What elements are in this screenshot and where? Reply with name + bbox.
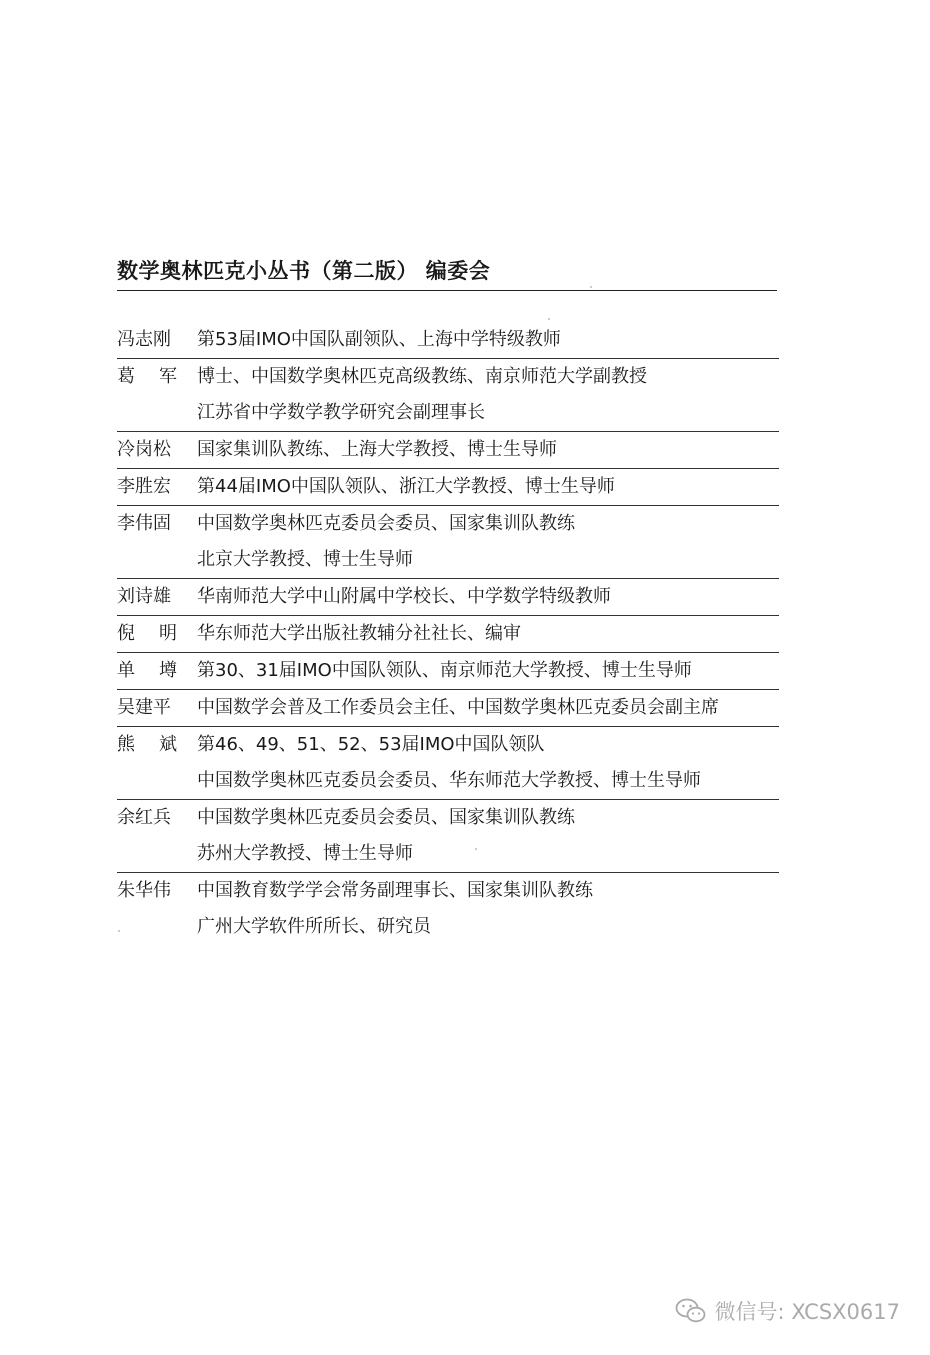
member-name-char: 墫 <box>159 660 177 681</box>
member-roles <box>197 322 779 358</box>
member-name-char: 斌 <box>159 734 177 755</box>
member-name: 刘诗雄 <box>117 586 171 607</box>
wechat-icon <box>675 1297 707 1325</box>
member-role-line: 江苏省中学数学教学研究会副理事长 <box>197 402 485 423</box>
member-roles <box>197 469 779 505</box>
scan-speck <box>590 286 592 288</box>
member-role-line: 博士、中国数学奥林匹克高级教练、南京师范大学副教授 <box>197 366 647 387</box>
member-roles <box>197 800 779 872</box>
member-name-char: 单 <box>117 660 135 681</box>
member-role-line: 广州大学软件所所长、研究员 <box>197 916 431 937</box>
member-roles <box>197 873 779 945</box>
member-role-line: 第46、49、51、52、53届IMO中国队领队 <box>197 734 545 755</box>
editorial-board-list <box>117 322 779 945</box>
member-name <box>117 359 177 431</box>
board-member-row <box>117 322 779 359</box>
board-member-row <box>117 653 779 690</box>
member-role-line: 中国数学奥林匹克委员会委员、国家集训队教练 <box>197 513 575 534</box>
member-name: 冯志刚 <box>117 329 171 350</box>
member-role-line: 中国数学会普及工作委员会主任、中国数学奥林匹克委员会副主席 <box>197 697 719 718</box>
member-name-char: 倪 <box>117 623 135 644</box>
member-name: 冷岗松 <box>117 439 171 460</box>
member-roles <box>197 690 779 726</box>
member-name <box>117 653 177 689</box>
board-member-row <box>117 800 779 873</box>
member-role-line: 华南师范大学中山附属中学校长、中学数学特级教师 <box>197 586 611 607</box>
member-name: 李胜宏 <box>117 476 171 497</box>
board-member-row <box>117 579 779 616</box>
member-roles <box>197 653 779 689</box>
board-member-row <box>117 359 779 432</box>
member-roles <box>197 506 779 578</box>
member-roles <box>197 579 779 615</box>
member-role-line: 中国教育数学学会常务副理事长、国家集训队教练 <box>197 880 593 901</box>
member-roles <box>197 359 779 431</box>
member-name <box>117 727 177 799</box>
member-name-char: 军 <box>159 366 177 387</box>
scan-speck <box>118 930 120 932</box>
member-name-char: 葛 <box>117 366 135 387</box>
member-name: 李伟固 <box>117 513 171 534</box>
member-roles <box>197 727 779 799</box>
title-divider <box>117 290 777 291</box>
scan-speck <box>548 318 550 320</box>
member-role-line: 国家集训队教练、上海大学教授、博士生导师 <box>197 439 557 460</box>
board-member-row <box>117 690 779 727</box>
board-member-row <box>117 469 779 506</box>
watermark-text: 微信号: XCSX0617 <box>714 1300 900 1324</box>
scan-speck <box>475 848 477 850</box>
board-member-row <box>117 506 779 579</box>
member-name-char: 熊 <box>117 734 135 755</box>
board-member-row <box>117 432 779 469</box>
member-name: 吴建平 <box>117 697 171 718</box>
watermark <box>675 1296 900 1326</box>
board-member-row <box>117 616 779 653</box>
member-name: 朱华伟 <box>117 880 171 901</box>
member-name: 余红兵 <box>117 807 171 828</box>
member-role-line: 北京大学教授、博士生导师 <box>197 549 413 570</box>
member-roles <box>197 616 779 652</box>
member-roles <box>197 432 779 468</box>
page-title: 数学奥林匹克小丛书（第二版） 编委会 <box>117 259 491 283</box>
member-role-line: 苏州大学教授、博士生导师 <box>197 843 413 864</box>
member-name <box>117 616 177 652</box>
member-role-line: 中国数学奥林匹克委员会委员、国家集训队教练 <box>197 807 575 828</box>
board-member-row <box>117 873 779 945</box>
member-role-line: 第53届IMO中国队副领队、上海中学特级教师 <box>197 329 561 350</box>
member-role-line: 华东师范大学出版社教辅分社社长、编审 <box>197 623 521 644</box>
member-role-line: 中国数学奥林匹克委员会委员、华东师范大学教授、博士生导师 <box>197 770 701 791</box>
member-role-line: 第30、31届IMO中国队领队、南京师范大学教授、博士生导师 <box>197 660 692 681</box>
member-name-char: 明 <box>159 623 177 644</box>
member-role-line: 第44届IMO中国队领队、浙江大学教授、博士生导师 <box>197 476 615 497</box>
board-member-row <box>117 727 779 800</box>
